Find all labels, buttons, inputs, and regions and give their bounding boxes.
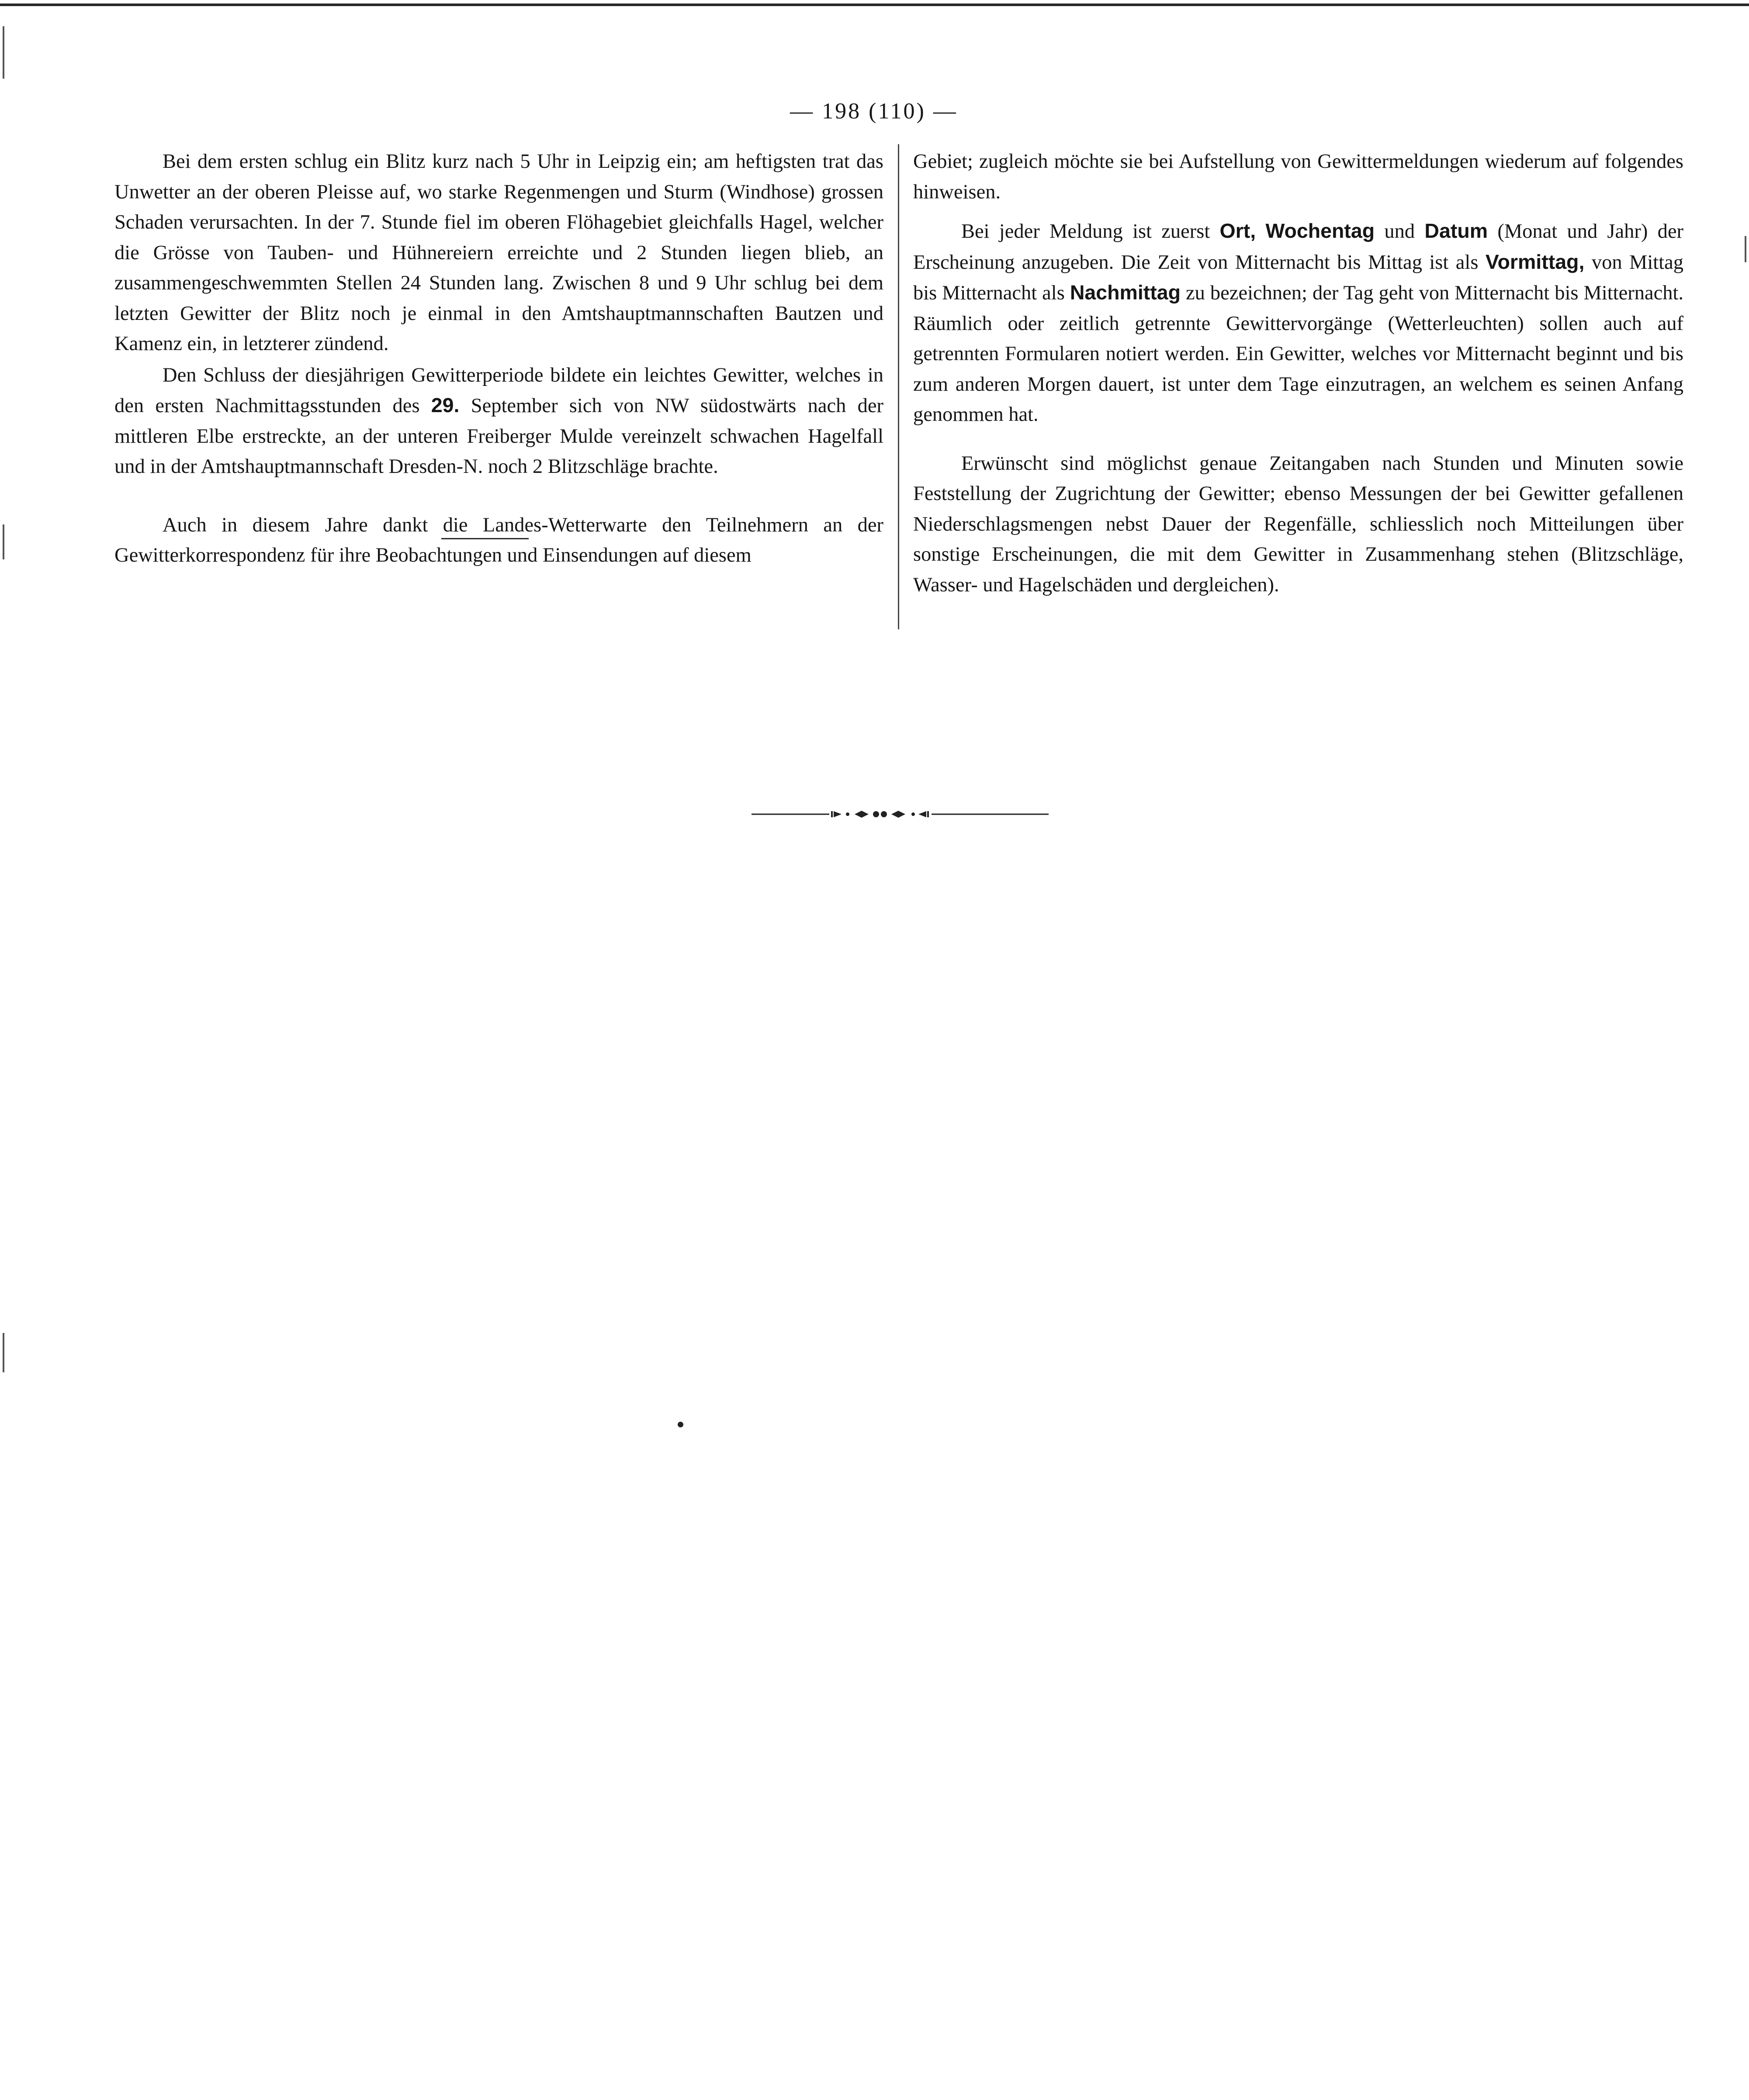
left-paragraph-2-start: Den Schluss der diesjährigen Gewitterperiode bildete ein leichtes Gewitter, welches in den ersten Nachmittagsstunden des <box>114 364 883 417</box>
left-paragraph-2-end: September sich von NW südostwärts nach der mittleren Elbe erstreckte, an der unteren Freiberger Mulde vereinzelt schwachen Hagelfall und in der Amtshauptmannschaft Dresden-N. noch 2 Blitzschläge brachte. <box>114 395 884 478</box>
right-paragraph-2-b: (Monat und Jahr) der Erscheinung anzugeben. Die Zeit von Mitternacht bis Mittag ist als <box>913 220 1683 274</box>
page-number: — 198 (110) — <box>790 99 958 124</box>
right-paragraph-2-a: Bei jeder Meldung ist zuerst <box>961 220 1210 243</box>
stray-dot-mark <box>678 1422 683 1427</box>
left-edge-scan-mark <box>3 1333 4 1372</box>
bold-datum: Datum <box>1424 219 1488 242</box>
section-separator-rule <box>441 538 529 539</box>
bold-nachmittag: Nachmittag <box>1070 281 1181 304</box>
column-divider <box>898 144 899 629</box>
right-paragraph-1: Gebiet; zugleich möchte sie bei Aufstellung von Gewittermeldungen wiederum auf folgendes hinweisen. <box>913 150 1683 203</box>
right-paragraph-2 <box>913 216 1683 430</box>
bold-ort: Ort, <box>1219 219 1256 242</box>
left-column <box>114 146 883 571</box>
left-edge-scan-mark <box>3 26 4 79</box>
right-column <box>913 146 1683 600</box>
date-bold-29: 29. <box>431 394 460 417</box>
left-edge-scan-mark <box>3 524 4 559</box>
right-paragraph-2-c: von Mittag bis Mitternacht als <box>913 251 1684 304</box>
right-edge-scan-mark <box>1745 236 1746 262</box>
right-paragraph-2-d: zu bezeichnen; der Tag geht von Mitternacht bis Mitternacht. Räumlich oder zeitlich getrennte Gewittervorgänge (Wetterleuchten) sollen auch auf getrennten Formularen notiert werden. Ein Gewitter, welches vor Mitternacht beginnt und bis zum anderen Morgen dauert, ist unter dem Tage einzutragen, an welchem es seinen Anfang genommen hat. <box>913 282 1684 426</box>
left-paragraph-3: Auch in diesem Jahre dankt die Landes-Wetterwarte den Teilnehmern an der Gewitterkorrespondenz für ihre Beobachtungen und Einsendungen auf diesem <box>114 514 883 566</box>
bold-vormittag: Vormittag, <box>1485 250 1585 273</box>
bold-wochentag: Wochentag <box>1265 219 1375 242</box>
right-paragraph-2-und: und <box>1384 220 1415 243</box>
left-paragraph-1: Bei dem ersten schlug ein Blitz kurz nach 5 Uhr in Leipzig ein; am heftigsten trat das Unwetter an der oberen Pleisse auf, wo starke Regenmengen und Sturm (Windhose) grossen Schaden verursachten. In der 7. Stunde fiel im oberen Flöhagebiet gleichfalls Hagel, welcher die Grösse von Tauben- und Hühnereiern erreichte und 2 Stunden liegen blieb, an zusammengeschwemmten Stellen 24 Stunden lang. Zwischen 8 und 9 Uhr schlug bei dem letzten Gewitter der Blitz noch je einmal in den Amtshauptmannschaften Bautzen und Kamenz ein, in letzterer zündend. <box>114 150 883 355</box>
top-border-rule <box>0 3 1749 6</box>
right-paragraph-3: Erwünscht sind möglichst genaue Zeitangaben nach Stunden und Minuten sowie Feststellung der Zugrichtung der Gewitter; ebenso Messungen der bei Gewitter gefallenen Niederschlagsmengen nebst Dauer der Regenfälle, schliesslich noch Mitteilungen über sonstige Erscheinungen, die mit dem Gewitter in Zusammenhang stehen (Blitzschläge, Wasser- und Hagelschäden und dergleichen). <box>913 452 1683 596</box>
ornament-divider <box>752 808 1049 821</box>
left-paragraph-2 <box>114 360 883 482</box>
